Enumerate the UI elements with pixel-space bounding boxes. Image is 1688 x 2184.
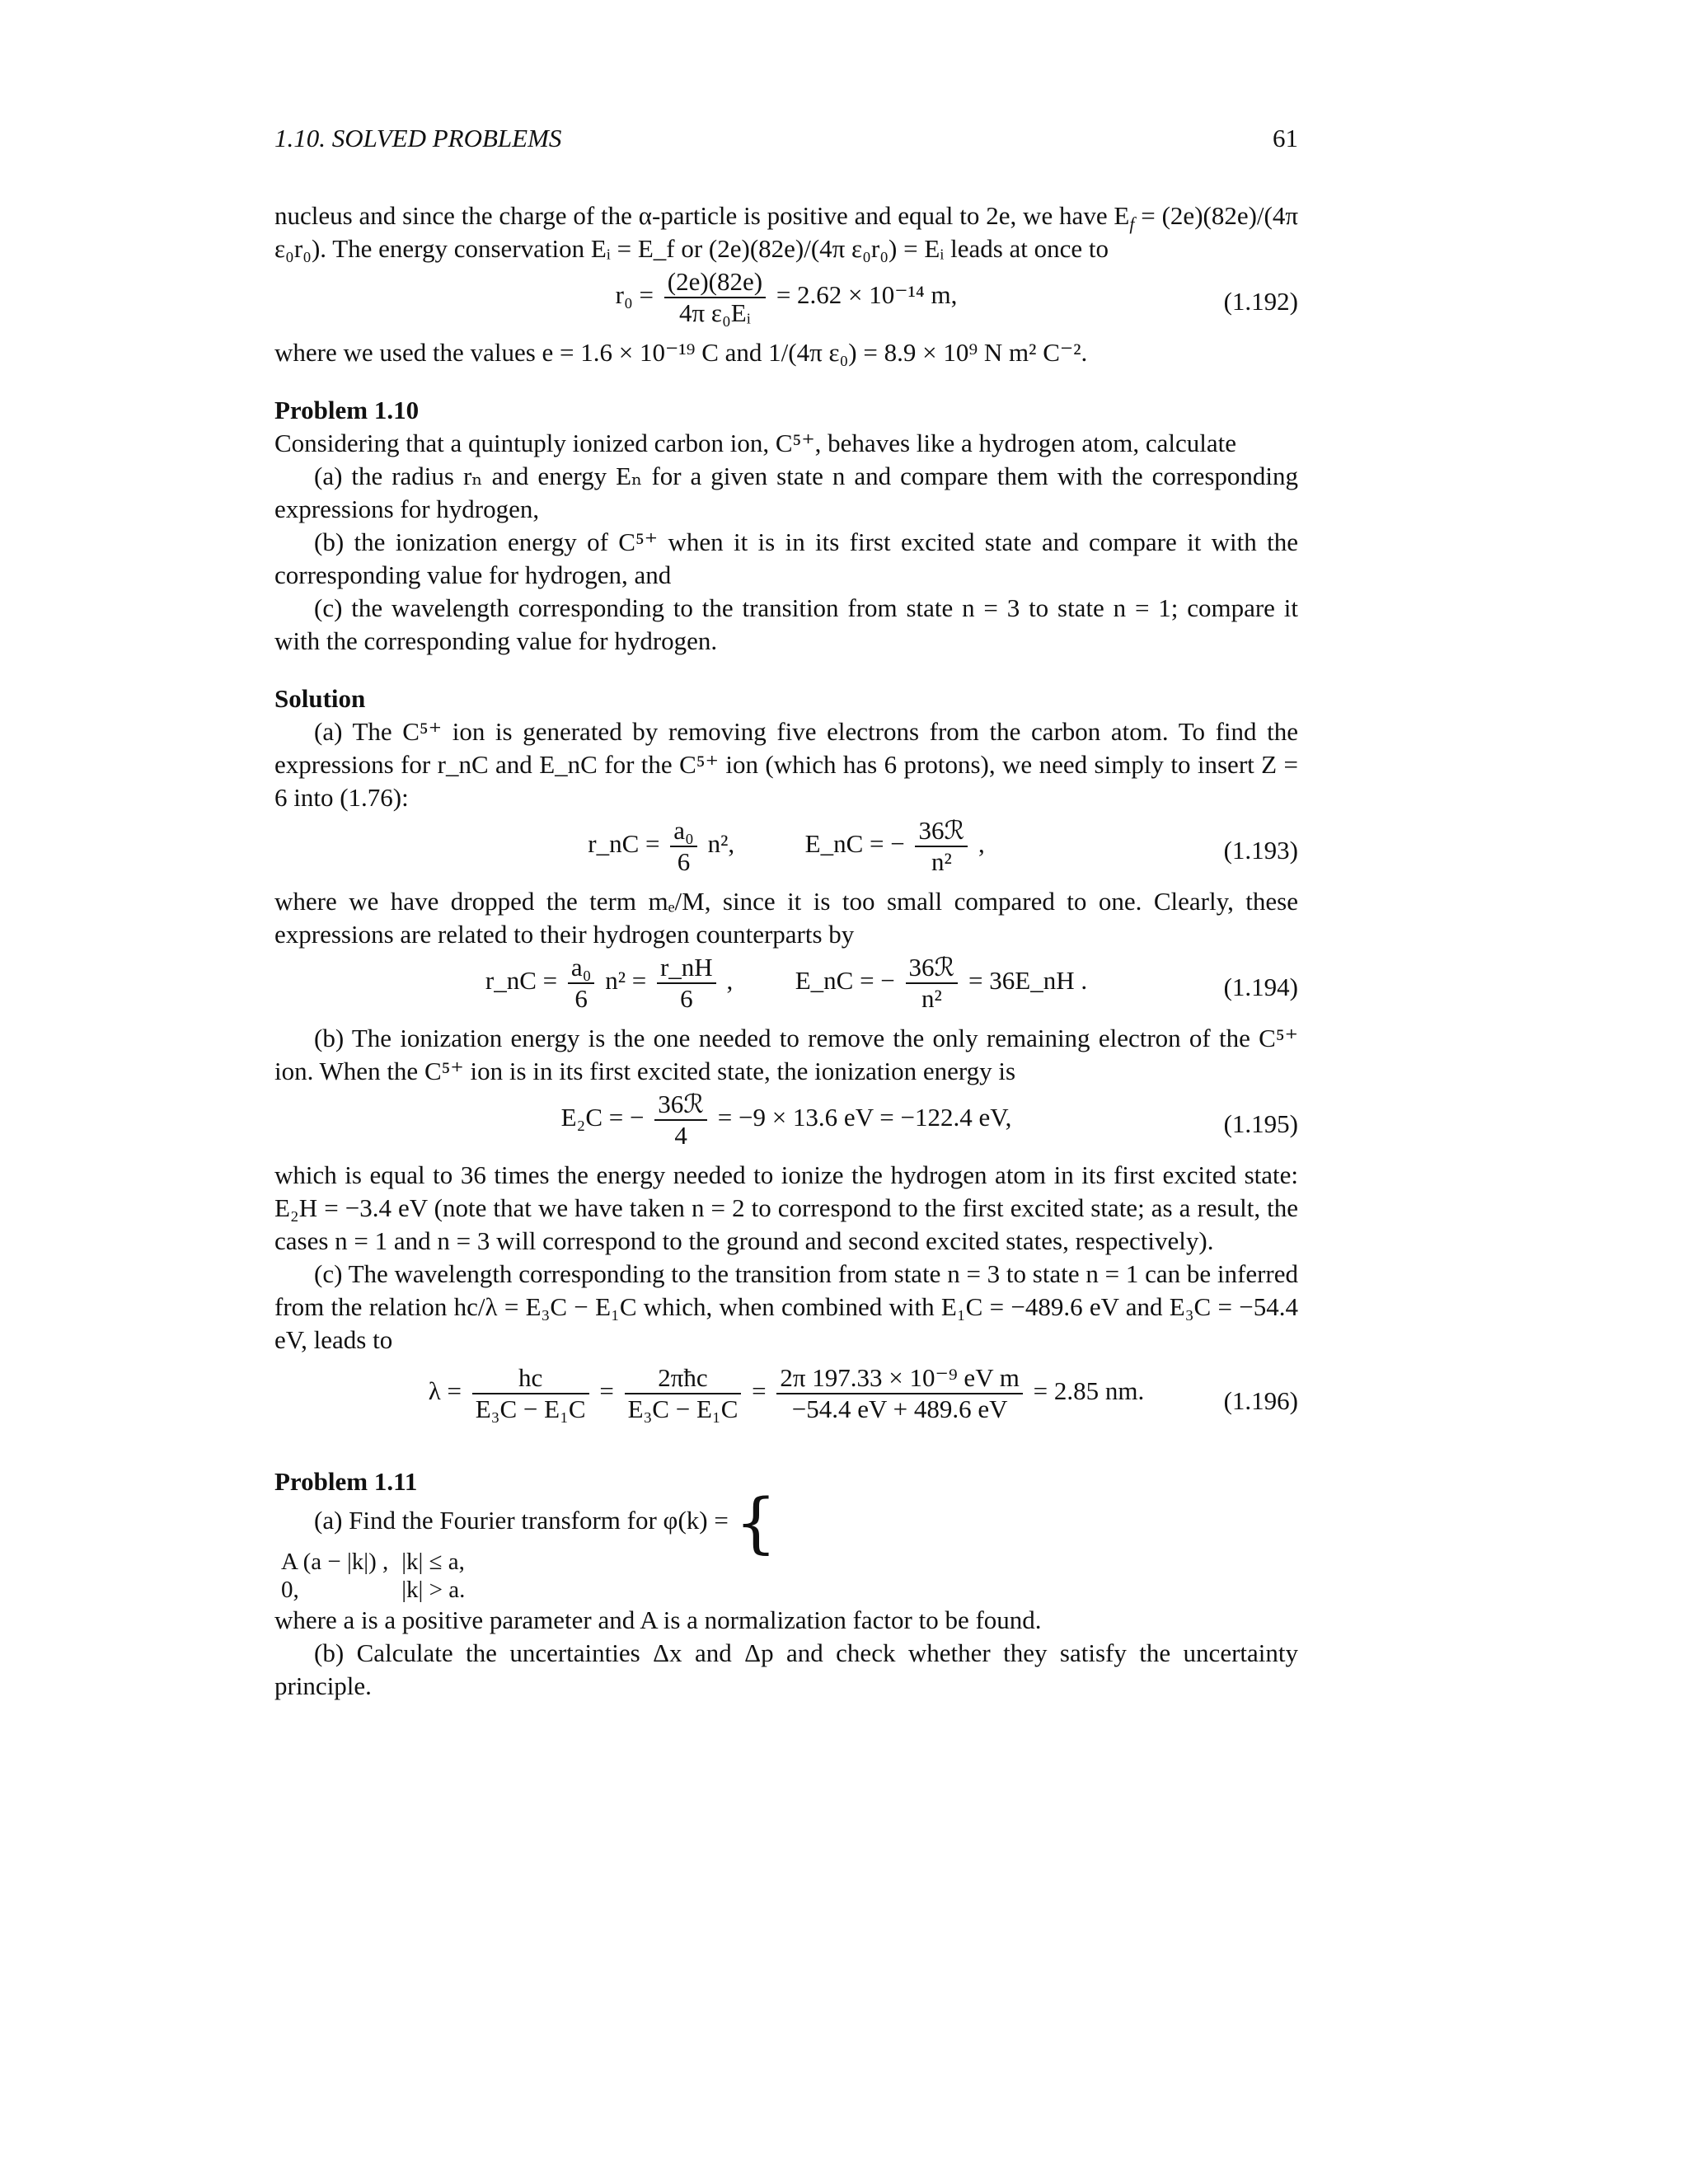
eq193-e-lhs: E_nC = − <box>804 829 905 859</box>
eq194-r-fraction-2 <box>657 953 716 1014</box>
problem-1-11-a <box>274 1484 1298 1561</box>
eq193-r-tail: n², <box>707 829 735 859</box>
solution-a-2: where we have dropped the term mₑ/M, since it is too small compared to one. Clearly, these expressions are related to their hydrogen counterparts by <box>274 887 1298 949</box>
eq194-r-mid: n² = <box>605 966 647 996</box>
solution-a-1: (a) The C⁵⁺ ion is generated by removing five electrons from the carbon atom. To find the expressions for r_nC and E_nC for the C⁵⁺ ion (which has 6 protons), we need simply to insert Z = 6 into (1.76): <box>274 717 1298 812</box>
problem-1-10-heading: Problem 1.10 <box>274 396 420 424</box>
eq193-e-fraction <box>915 816 968 877</box>
equation-number: (1.194) <box>1223 972 1298 1001</box>
equation-1-194 <box>274 953 1298 1020</box>
eq193-e-den: n² <box>931 847 952 876</box>
case-1-expr: A (a − |k|) , <box>281 1549 389 1575</box>
eq194-r-den-2: 6 <box>680 984 693 1013</box>
eq192-den: 4π ε₀Eᵢ <box>679 298 751 327</box>
eq194-e-num: 36ℛ <box>906 953 959 984</box>
eq193-e-tail: , <box>978 829 985 859</box>
problem-1-11-heading: Problem 1.11 <box>274 1467 418 1496</box>
eq193-r-num: a₀ <box>670 816 697 847</box>
case-2-expr: 0, <box>281 1577 299 1603</box>
intro-text-2: (2e)(82e)/(4π ε₀r₀). The energy conservation Eᵢ = E_f or (2e)(82e)/(4π ε₀r₀) = Eᵢ leads at once to <box>274 201 1299 263</box>
problem-1-10-b: (b) the ionization energy of C⁵⁺ when it is in its first excited state and compare it with the corresponding value for hydrogen, and <box>274 527 1298 589</box>
eq196-f3-num: 2π 197.33 × 10⁻⁹ eV m <box>776 1363 1023 1394</box>
eq196-f1-num: hc <box>472 1363 589 1394</box>
eq195-rhs: = −9 × 13.6 eV = −122.4 eV, <box>717 1103 1012 1132</box>
eq194-r-num: a₀ <box>568 953 595 984</box>
eq195-den: 4 <box>674 1121 687 1150</box>
eq196-equals-1: = <box>599 1376 614 1406</box>
eq196-equals-2: = <box>752 1376 767 1406</box>
eq194-r-lhs: r_nC = <box>485 966 558 996</box>
problem-1-10-a: (a) the radius rₙ and energy Eₙ for a given state n and compare them with the corresponding expressions for hydrogen, <box>274 462 1298 523</box>
problem-1-10-c: (c) the wavelength corresponding to the transition from state n = 3 to state n = 1; compare it with the corresponding value for hydrogen. <box>274 593 1298 655</box>
running-header <box>274 124 1298 162</box>
piecewise-cases <box>274 1548 471 1604</box>
equation-number: (1.192) <box>1223 287 1298 316</box>
eq194-e-tail: = 36E_nH . <box>968 966 1088 996</box>
intro-paragraph: nucleus and since the charge of the α-particle is positive and equal to 2e, we have $E_f = (2e)(82e)/(4\pi$ ε₀r₀). The energy conservation Eᵢ = E_f or (2e)(82e)/(4π ε₀r₀) = Eᵢ leads at once to <box>274 201 1299 263</box>
eq193-e-num: 36ℛ <box>915 816 968 847</box>
eq196-f1-den: E₃C − E₁C <box>475 1394 586 1423</box>
equation-1-192 <box>274 267 1298 335</box>
eq196-rhs: = 2.85 nm. <box>1033 1376 1145 1406</box>
equation-1-196 <box>274 1358 1298 1441</box>
problem-1-11-a-after: where a is a positive parameter and A is a normalization factor to be found. <box>274 1605 1042 1634</box>
eq196-lhs: λ = <box>428 1376 462 1406</box>
equation-number: (1.196) <box>1223 1386 1298 1415</box>
problem-1-10-intro: Considering that a quintuply ionized carbon ion, C⁵⁺, behaves like a hydrogen atom, calculate <box>274 429 1236 457</box>
eq195-num: 36ℛ <box>654 1090 707 1121</box>
eq196-f2-den: E₃C − E₁C <box>627 1394 738 1423</box>
eq193-r-den: 6 <box>677 847 691 876</box>
eq196-fraction-2 <box>625 1363 742 1424</box>
intro-after: where we used the values e = 1.6 × 10⁻¹⁹ C and 1/(4π ε₀) = 8.9 × 10⁹ N m² C⁻². <box>274 338 1088 367</box>
eq194-r-num-2: r_nH <box>657 953 716 984</box>
equation-number: (1.193) <box>1223 836 1298 865</box>
eq192-fraction <box>664 267 766 328</box>
eq195-lhs: E₂C = − <box>560 1103 645 1132</box>
case-1-cond: |k| ≤ a, <box>401 1549 465 1575</box>
solution-b-2: which is equal to 36 times the energy needed to ionize the hydrogen atom in its first excited state: E₂H = −3.4 eV (note that we have taken n = 2 to correspond to the first excited state; as a result, the cases n = 1 and n = 3 will correspond to the ground and second excited states, respectively). <box>274 1160 1298 1255</box>
eq194-r-tail: , <box>726 966 734 996</box>
eq196-fraction-3 <box>776 1363 1023 1424</box>
intro-text-1: nucleus and since the charge of the α-particle is positive and equal to 2e, we have E <box>274 201 1130 230</box>
page-number: 61 <box>1273 124 1298 152</box>
eq195-fraction <box>654 1090 707 1151</box>
eq194-e-den: n² <box>921 984 942 1013</box>
page-body <box>274 199 1298 1703</box>
eq192-lhs: r₀ = <box>615 280 654 310</box>
equation-number: (1.195) <box>1223 1109 1298 1138</box>
eq192-rhs: = 2.62 × 10⁻¹⁴ m, <box>776 280 958 310</box>
eq196-fraction-1 <box>472 1363 589 1424</box>
eq196-f2-num: 2πħc <box>625 1363 742 1394</box>
eq194-r-fraction <box>568 953 595 1014</box>
solution-c-1: (c) The wavelength corresponding to the transition from state n = 3 to state n = 1 can be inferred from the relation hc/λ = E₃C − E₁C which, when combined with E₁C = −489.6 eV and E₃C = −54.4 eV, leads to <box>274 1259 1298 1354</box>
eq194-r-den: 6 <box>574 984 588 1013</box>
eq196-f3-den: −54.4 eV + 489.6 eV <box>791 1394 1008 1423</box>
equation-1-193 <box>274 816 1298 883</box>
case-2-cond: |k| > a. <box>401 1577 466 1603</box>
equation-1-195 <box>274 1090 1298 1157</box>
section-title: 1.10. SOLVED PROBLEMS <box>274 124 562 152</box>
left-brace: { <box>734 1484 777 1561</box>
eq192-num: (2e)(82e) <box>664 267 766 298</box>
solution-b-1: (b) The ionization energy is the one needed to remove the only remaining electron of the C⁵⁺ ion. When the C⁵⁺ ion is in its first excited state, the ionization energy is <box>274 1024 1298 1085</box>
problem-1-11-a-lead: (a) Find the Fourier transform for φ(k) = <box>314 1506 729 1535</box>
eq194-e-fraction <box>906 953 959 1014</box>
eq194-e-lhs: E_nC = − <box>795 966 895 996</box>
eq193-r-fraction <box>670 816 697 877</box>
solution-heading: Solution <box>274 684 366 713</box>
problem-1-11-b: (b) Calculate the uncertainties Δx and Δp and check whether they satisfy the uncertainty principle. <box>274 1638 1298 1700</box>
eq193-r-lhs: r_nC = <box>588 829 660 859</box>
